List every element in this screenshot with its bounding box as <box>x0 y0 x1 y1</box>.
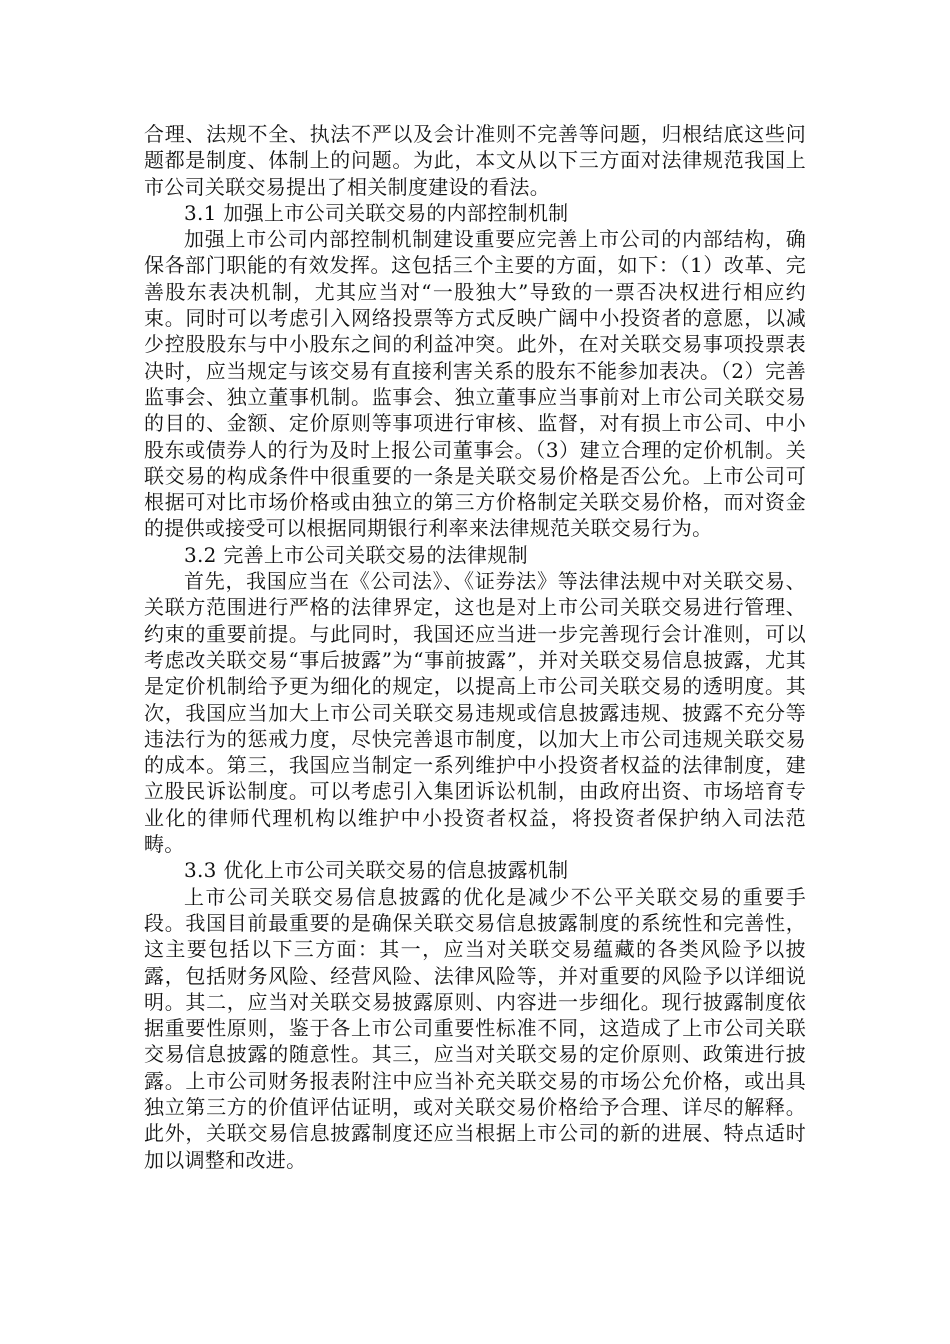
section-body-3-3: 上市公司关联交易信息披露的优化是减少不公平关联交易的重要手段。我国目前最重要的是确保关联交易信息披露制度的系统性和完善性，这主要包括以下三方面：其一，应当对关联交易蕴藏的各类风险予以披露，包括财务风险、经营风险、法律风险等，并对重要的风险予以详细说明。其二，应当对关联交易披露原则、内容进一步细化。现行披露制度依据重要性原则，鉴于各上市公司重要性标准不同，这造成了上市公司关联交易信息披露的随意性。其三，应当对关联交易的定价原则、政策进行披露。上市公司财务报表附注中应当补充关联交易的市场公允价格，或出具独立第三方的价值评估证明，或对关联交易价格给予合理、详尽的解释。此外，关联交易信息披露制度还应当根据上市公司的新的进展、特点适时加以调整和改进。 <box>144 884 806 1172</box>
section-body-3-2: 首先，我国应当在《公司法》、《证券法》等法律法规中对关联交易、关联方范围进行严格的法律界定，这也是对上市公司关联交易进行管理、约束的重要前提。与此同时，我国还应当进一步完善现行会计准则，可以考虑改关联交易“事后披露”为“事前披露”，并对关联交易信息披露，尤其是定价机制给予更为细化的规定，以提高上市公司关联交易的透明度。其次，我国应当加大上市公司关联交易违规或信息披露违规、披露不充分等违法行为的惩戒力度，尽快完善退市制度，以加大上市公司违规关联交易的成本。第三，我国应当制定一系列维护中小投资者权益的法律制度，建立股民诉讼制度。可以考虑引入集团诉讼机制，由政府出资、市场培育专业化的律师代理机构以维护中小投资者权益，将投资者保护纳入司法范畴。 <box>144 569 806 857</box>
document-page <box>144 121 806 1173</box>
section-heading-3-1: 3.1 加强上市公司关联交易的内部控制机制 <box>184 200 569 225</box>
section-heading-3-3: 3.3 优化上市公司关联交易的信息披露机制 <box>184 858 569 883</box>
section-body-3-1: 加强上市公司内部控制机制建设重要应完善上市公司的内部结构，确保各部门职能的有效发挥。这包括三个主要的方面，如下：（1）改革、完善股东表决机制，尤其应当对“一股独大”导致的一票否决权进行相应约束。同时可以考虑引入网络投票等方式反映广阔中小投资者的意愿，以减少控股股东与中小股东之间的利益冲突。此外，在对关联交易事项投票表决时，应当规定与该交易有直接利害关系的股东不能参加表决。（2）完善监事会、独立董事机制。监事会、独立董事应当事前对上市公司关联交易的目的、金额、定价原则等事项进行审核、监督，对有损上市公司、中小股东或债券人的行为及时上报公司董事会。（3）建立合理的定价机制。关联交易的构成条件中很重要的一条是关联交易价格是否公允。上市公司可根据可对比市场价格或由独立的第三方价格制定关联交易价格，而对资金的提供或接受可以根据同期银行利率来法律规范关联交易行为。 <box>144 227 806 541</box>
section-heading-3-2: 3.2 完善上市公司关联交易的法律规制 <box>184 542 528 567</box>
intro-paragraph: 合理、法规不全、执法不严以及会计准则不完善等问题，归根结底这些问题都是制度、体制上的问题。为此，本文从以下三方面对法律规范我国上市公司关联交易提出了相关制度建设的看法。 <box>144 122 806 199</box>
